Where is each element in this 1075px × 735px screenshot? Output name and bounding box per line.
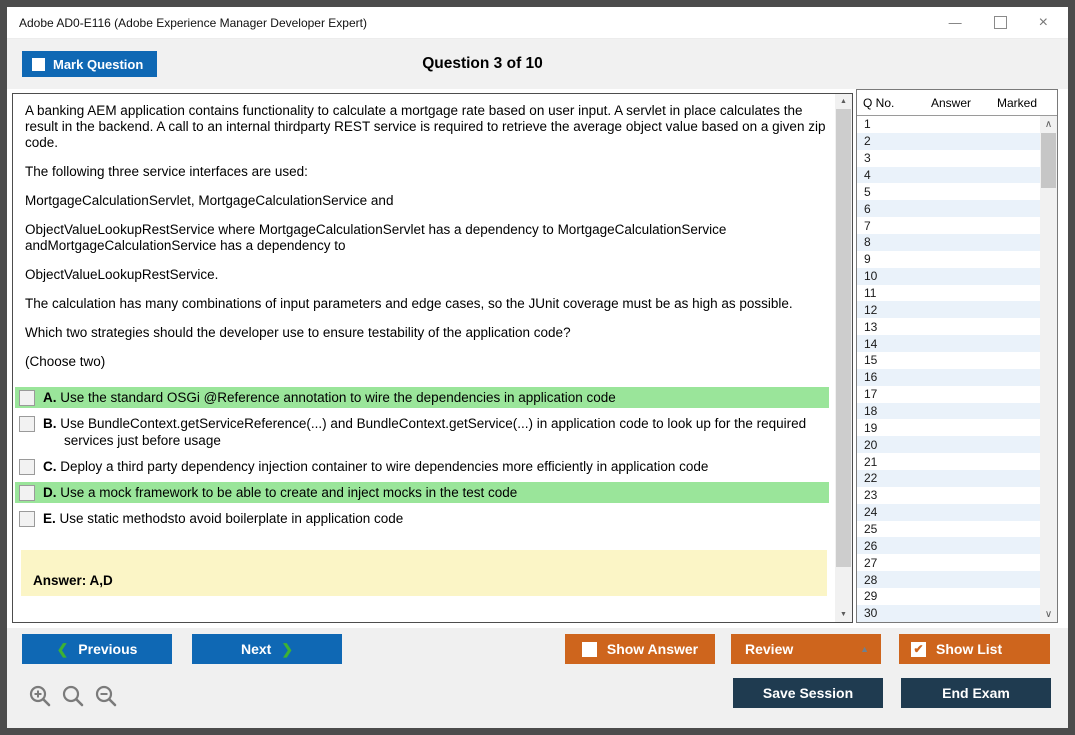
option-text: C. Deploy a third party dependency injection container to wire dependencies more efficiently in application code xyxy=(43,459,709,474)
question-list-row[interactable] xyxy=(857,487,1040,504)
option-checkbox[interactable] xyxy=(19,485,35,501)
question-list-row[interactable] xyxy=(857,352,1040,369)
option-text: D. Use a mock framework to be able to create and inject mocks in the test code xyxy=(43,485,518,500)
question-list-row[interactable] xyxy=(857,419,1040,436)
question-scrollbar[interactable] xyxy=(835,94,852,622)
chevron-right-icon: ❯ xyxy=(281,640,294,657)
option-checkbox[interactable] xyxy=(19,459,35,475)
question-paragraph: Which two strategies should the developer use to ensure testability of the application code? xyxy=(25,325,571,340)
question-paragraph: The calculation has many combinations of input parameters and edge cases, so the JUnit coverage must be as high as possible. xyxy=(25,296,793,311)
question-number: 6 xyxy=(864,201,871,216)
show-answer-checkbox[interactable] xyxy=(582,642,597,657)
question-paragraph: ObjectValueLookupRestService. xyxy=(25,267,219,282)
show-answer-button[interactable] xyxy=(565,634,715,664)
title-bar xyxy=(7,7,1068,39)
window-controls xyxy=(949,15,1068,31)
question-content xyxy=(13,94,835,596)
question-list-row[interactable] xyxy=(857,436,1040,453)
previous-button[interactable] xyxy=(22,634,172,664)
question-list-row[interactable] xyxy=(857,217,1040,234)
question-panel xyxy=(12,93,853,623)
question-number: 12 xyxy=(864,302,878,317)
question-list-row[interactable] xyxy=(857,318,1040,335)
answer-option-row[interactable] xyxy=(15,482,829,503)
question-list-row[interactable] xyxy=(857,605,1040,622)
question-list-row[interactable] xyxy=(857,504,1040,521)
question-number: 14 xyxy=(864,336,878,351)
question-list-row[interactable] xyxy=(857,200,1040,217)
answer-label: Answer: A,D xyxy=(33,573,113,588)
options-list xyxy=(15,387,829,529)
question-number: 3 xyxy=(864,151,871,166)
column-header-marked: Marked xyxy=(996,95,1037,110)
question-list-row[interactable] xyxy=(857,301,1040,318)
question-list-row[interactable] xyxy=(857,268,1040,285)
question-number: 18 xyxy=(864,404,878,419)
save-session-label: Save Session xyxy=(762,685,854,701)
question-list-rows xyxy=(857,116,1040,622)
question-number: 25 xyxy=(864,522,878,537)
answer-box xyxy=(21,550,827,596)
question-number: 5 xyxy=(864,184,871,199)
question-list-row[interactable] xyxy=(857,167,1040,184)
question-number: 10 xyxy=(864,269,878,284)
zoom-in-icon[interactable] xyxy=(28,684,52,708)
triangle-up-icon: ▲ xyxy=(860,644,869,654)
question-list-row[interactable] xyxy=(857,183,1040,200)
scroll-up-icon[interactable]: ▲ xyxy=(840,98,847,105)
question-list-scrollbar[interactable] xyxy=(1040,116,1057,622)
question-list-row[interactable] xyxy=(857,234,1040,251)
question-number: 24 xyxy=(864,505,878,520)
question-paragraphs xyxy=(25,103,829,370)
question-list-row[interactable] xyxy=(857,335,1040,352)
show-answer-label: Show Answer xyxy=(606,641,699,657)
question-scrollbar-thumb[interactable] xyxy=(836,109,851,567)
search-icon[interactable] xyxy=(61,684,85,708)
question-paragraph: MortgageCalculationServlet, MortgageCalculationService and xyxy=(25,193,394,208)
question-number: 26 xyxy=(864,538,878,553)
zoom-controls xyxy=(28,684,118,708)
question-list-row[interactable] xyxy=(857,521,1040,538)
question-number: 19 xyxy=(864,420,878,435)
question-number: 17 xyxy=(864,387,878,402)
scroll-down-icon[interactable]: ▼ xyxy=(840,611,847,618)
question-paragraph: A banking AEM application contains functionality to calculate a mortgage rate based on user input. A servlet in place calculates the result in the backend. A call to an internal thirdparty REST service is required to retrieve the average object value based on a given zip code. xyxy=(25,103,826,150)
next-button[interactable] xyxy=(192,634,342,664)
show-list-label: Show List xyxy=(936,641,1003,657)
next-label: Next xyxy=(240,641,272,657)
question-list-row[interactable] xyxy=(857,133,1040,150)
question-counter: Question 3 of 10 xyxy=(422,55,543,72)
exam-header xyxy=(7,39,1068,89)
review-button[interactable] xyxy=(731,634,881,664)
question-number: 7 xyxy=(864,218,871,233)
answer-option-row[interactable] xyxy=(15,413,829,451)
question-number: 15 xyxy=(864,353,878,368)
show-list-checkbox[interactable]: ✔ xyxy=(911,642,926,657)
question-number: 8 xyxy=(864,235,871,250)
scroll-up-icon[interactable]: ∧ xyxy=(1044,118,1053,130)
option-text: E. Use static methodsto avoid boilerplate in application code xyxy=(43,511,404,526)
question-number: 20 xyxy=(864,437,878,452)
question-list-row[interactable] xyxy=(857,386,1040,403)
question-list-row[interactable] xyxy=(857,116,1040,133)
scroll-down-icon[interactable]: ∨ xyxy=(1044,608,1053,620)
question-number: 28 xyxy=(864,572,878,587)
end-exam-label: End Exam xyxy=(942,685,1010,701)
main-area xyxy=(7,89,1068,629)
mark-question-label: Mark Question xyxy=(53,56,144,72)
answer-option-row[interactable] xyxy=(15,387,829,408)
option-text: B. Use BundleContext.getServiceReference(...) and BundleContext.getService(...) in application code to look up for the required services just before usage xyxy=(43,416,807,448)
question-number: 13 xyxy=(864,319,878,334)
answer-option-row[interactable] xyxy=(15,456,829,477)
minimize-icon[interactable]: — xyxy=(948,15,962,30)
option-checkbox[interactable] xyxy=(19,416,35,432)
question-paragraph: The following three service interfaces are used: xyxy=(25,164,308,179)
window-title: Adobe AD0-E116 (Adobe Experience Manager Developer Expert) xyxy=(19,15,367,30)
question-number: 2 xyxy=(864,134,871,149)
column-header-qno: Q No. xyxy=(863,95,895,110)
question-number: 11 xyxy=(864,286,877,301)
question-list-row[interactable] xyxy=(857,150,1040,167)
column-header-answer: Answer xyxy=(930,95,971,110)
question-number: 22 xyxy=(864,471,878,486)
save-session-button[interactable] xyxy=(733,678,883,708)
option-checkbox[interactable] xyxy=(19,511,35,527)
question-list-scrollbar-thumb[interactable] xyxy=(1041,133,1056,188)
question-number: 1 xyxy=(864,117,871,132)
option-text: A. Use the standard OSGi @Reference annotation to wire the dependencies in application code xyxy=(43,390,616,405)
question-number: 29 xyxy=(864,589,878,604)
question-number: 27 xyxy=(864,555,878,570)
question-list-row[interactable] xyxy=(857,453,1040,470)
question-number: 4 xyxy=(864,168,871,182)
question-list-header xyxy=(857,90,1057,116)
previous-label: Previous xyxy=(78,641,138,657)
question-paragraph: ObjectValueLookupRestService where MortgageCalculationServlet has a dependency to MortgageCalculationService andMortgageCalculationService has a dependency to xyxy=(25,222,727,253)
question-list-row[interactable] xyxy=(857,588,1040,605)
question-list-row[interactable] xyxy=(857,470,1040,487)
question-number: 23 xyxy=(864,488,878,503)
question-list-body xyxy=(857,116,1057,622)
close-icon[interactable]: × xyxy=(1038,13,1048,31)
question-list-row[interactable] xyxy=(857,251,1040,268)
question-list-row[interactable] xyxy=(857,554,1040,571)
maximize-icon[interactable] xyxy=(994,16,1007,29)
question-list-row[interactable] xyxy=(857,285,1040,302)
question-number: 16 xyxy=(864,370,878,385)
question-list-row[interactable] xyxy=(857,537,1040,554)
footer-bar xyxy=(7,628,1068,728)
end-exam-button[interactable] xyxy=(901,678,1051,708)
question-list-row[interactable] xyxy=(857,403,1040,420)
show-list-button[interactable] xyxy=(899,634,1050,664)
question-list-row[interactable] xyxy=(857,369,1040,386)
answer-option-row[interactable] xyxy=(15,508,829,529)
question-list-panel xyxy=(856,89,1058,623)
chevron-left-icon: ❮ xyxy=(56,640,69,657)
question-paragraph: (Choose two) xyxy=(25,354,106,369)
question-number: 9 xyxy=(864,252,871,267)
question-list-row[interactable] xyxy=(857,571,1040,588)
zoom-out-icon[interactable] xyxy=(94,684,118,708)
option-checkbox[interactable] xyxy=(19,390,35,406)
question-number: 21 xyxy=(864,454,878,469)
review-label: Review xyxy=(745,641,794,657)
question-number: 30 xyxy=(864,606,878,621)
